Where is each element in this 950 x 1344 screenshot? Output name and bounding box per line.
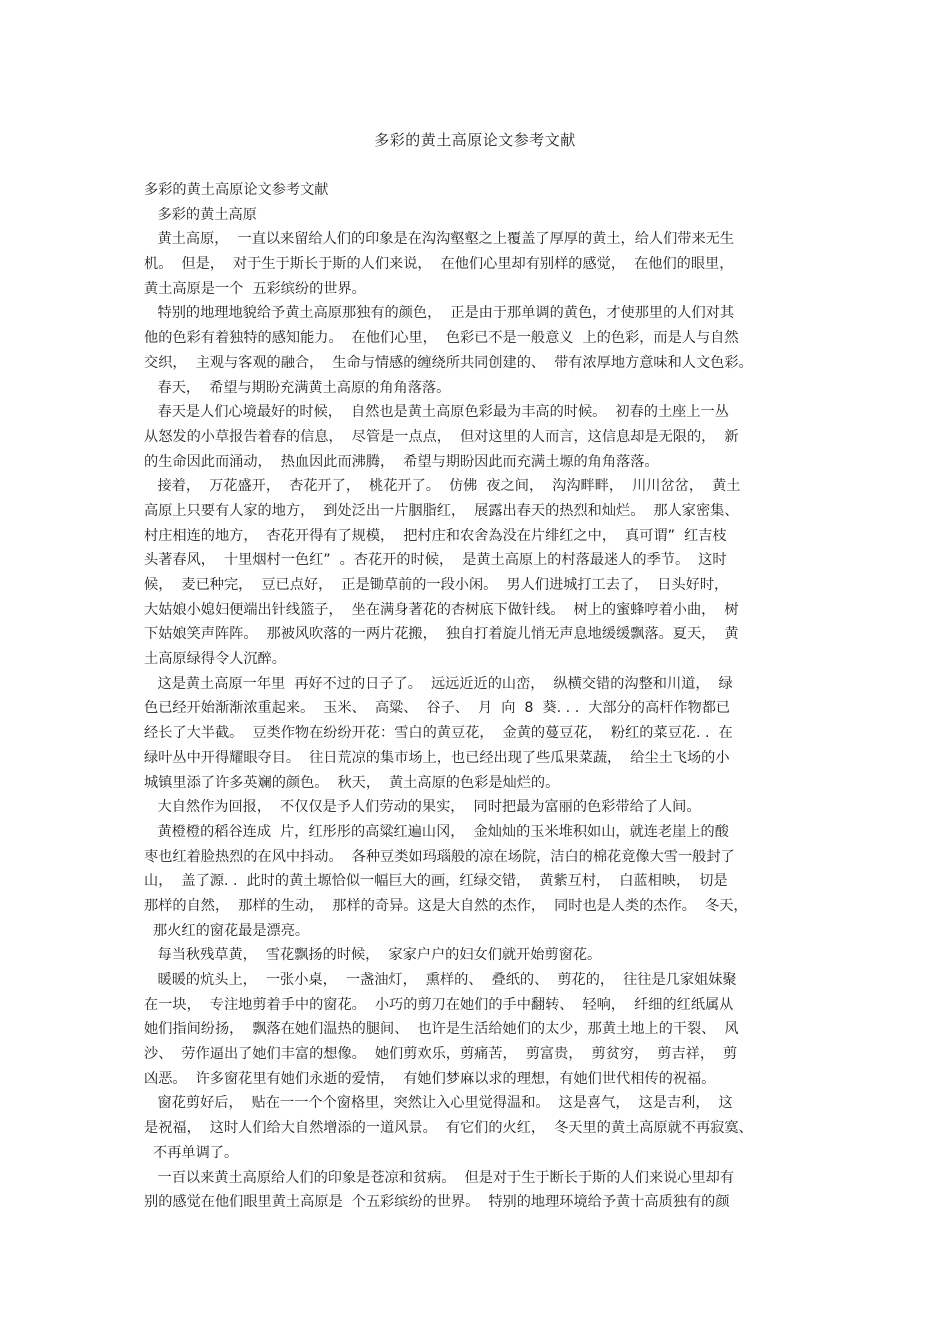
text-line: 那火红的窗花最是漂亮。 (144, 922, 310, 939)
text-line: 多彩的黄土高原论文参考文献 (144, 182, 329, 198)
text-line: 是祝福， 这时人们给大自然增添的一道风景。 有它们的火红， 冬天里的黄土高原就不再寂寞、 (144, 1120, 753, 1137)
text-line: 候， 麦已种完， 豆已点好， 正是锄草前的一段小闲。 男人们进城打工去了， 日头好时， (144, 577, 729, 593)
text-line: 沙、 劳作逼出了她们丰富的想像。 她们剪欢乐，剪痛苦， 剪富贵， 剪贫穷， 剪吉祥， 剪 (144, 1046, 738, 1063)
text-line: 机。 但是， 对于生于斯长于斯的人们来说， 在他们心里却有别样的感觉， 在他们的眼里， (144, 256, 734, 273)
text-line: 山， 盖了源. . 此时的黄土塬恰似一幅巨大的画，红绿交错， 黄紫互村， 白蓝相映， 切是 (144, 873, 728, 890)
text-line: 城镇里添了许多英斓的颜色。 秋天， 黄土高原的色彩是灿烂的。 (144, 774, 560, 791)
text-line: 接着， 万花盛开， 杏花开了， 桃花开了。 仿佛 夜之间， 沟沟畔畔， 川川岔岔， 黄土 (144, 478, 741, 495)
text-line: 多彩的黄土高原 (144, 206, 257, 223)
text-line: 交织， 主观与客观的融合， 生命与情感的缠绕所共同创建的、 带有浓厚地方意味和人文色彩。 (144, 354, 753, 371)
text-line: 每当秋残草黄， 雪花飘扬的时候， 家家户户的妇女们就开始剪窗花。 (144, 947, 602, 964)
text-line: 暖暖的炕头上， 一张小桌， 一盏油灯， 熏样的、 叠纸的、 剪花的， 往往是几家姐妹聚 (144, 972, 737, 988)
text-line: 他的色彩有着独特的感知能力。 在他们心里， 色彩已不是一般意义 上的色彩，而是人与自然 (144, 330, 739, 347)
text-line: 土高原绿得令人沉醉。 (144, 651, 286, 668)
text-line: 这是黄土高原一年里 再好不过的日子了。 远远近近的山峦， 纵横交错的沟整和川道， 绿 (144, 675, 733, 692)
text-line: 凶恶。 许多窗花里有她们永逝的爱情， 有她们梦麻以求的理想，有她们世代相传的祝福。 (144, 1070, 716, 1087)
text-line: 黄橙橙的稻谷连成 片，红彤彤的高粱红遍山冈， 金灿灿的玉米堆积如山，就连老崖上的酸 (144, 823, 729, 840)
text-line: 不再单调了。 (144, 1144, 239, 1161)
text-line: 枣也红着脸热烈的在风中抖动。 各种豆类如玛瑙般的凉在场院，洁白的棉花竟像大雪一般封了 (144, 848, 735, 865)
text-line: 窗花剪好后， 贴在一一个个窗格里，突然让入心里觉得温和。 这是喜气， 这是吉利， 这 (144, 1095, 733, 1112)
text-line: 春天， 希望与期盼充满黄土高原的角角落落。 (144, 379, 451, 396)
text-line: 黄土高原， 一直以来留给人们的印象是在沟沟壑壑之上覆盖了厚厚的黄土，给人们带来无生 (144, 231, 735, 248)
text-line: 的生命因此而涌动， 热血因此而沸腾， 希望与期盼因此而充满土塬的角角落落。 (144, 453, 659, 470)
text-line: 特别的地理地貌给予黄土高原那独有的颜色， 正是由于那单调的黄色，才使那里的人们对其 (144, 305, 735, 322)
text-line: 别的感觉在他们眼里黄土高原是 个五彩缤纷的世界。 特别的地理环境给予黄十高质独有的颜 (144, 1194, 730, 1211)
text-line: 村庄相连的地方， 杏花开得有了规模， 把村庄和农舍為没在片绯红之中， 真可谓” 红吉枝 (144, 527, 727, 544)
document-title: 多彩的黄土高原论文参考文献 (374, 131, 576, 149)
text-line: 高原上只要有人家的地方， 到处泛出一片胭脂红， 展露出春天的热烈和灿烂。 那人家密集、 (144, 502, 739, 519)
text-line: 那样的自然， 那样的生动， 那样的奇异。这是大自然的杰作， 同时也是人类的杰作。 冬天， (144, 897, 748, 914)
text-line: 从怒发的小草报告着春的信息， 尽管是一点点， 但对这里的人而言，这信息却是无限的， 新 (144, 428, 739, 445)
text-line: 一百以来黄土高原给人们的印象是苍凉和贫病。 但是对于生于断长于斯的人们来说心里却有 (144, 1169, 735, 1186)
text-line: 大姑娘小媳妇便端出针线篮子， 坐在满身著花的杏树底下做针线。 树上的蜜蜂哼着小曲， 树 (144, 601, 739, 618)
text-line: 经长了大半截。 豆类作物在纷纷开花：雪白的黄豆花， 金黄的蔓豆花， 粉红的菜豆花. . 在 (144, 725, 733, 742)
text-line: 头著春风， 十里烟村一色红” 。杏花开的时候， 是黄土高原上的村落最迷人的季节。 这时 (144, 552, 727, 569)
text-line: 下姑娘笑声阵阵。 那被风吹落的一两片花搬， 独自打着旋儿悄无声息地缓缓飘落。夏天， 黄 (144, 626, 739, 643)
text-line: 在一块， 专注地剪着手中的窗花。 小巧的剪刀在她们的手中翻转、 轻响， 纤细的红纸属从 (144, 996, 734, 1013)
document-body (144, 178, 816, 1215)
text-line: 黄土高原是一个 五彩缤纷的世界。 (144, 280, 366, 297)
text-line: 她们指间纷扬， 飘落在她们温热的腿间、 也许是生活给她们的太少，那黄土地上的干裂、 风 (144, 1021, 739, 1038)
text-line: 色已经开始渐渐浓重起来。 玉米、 高粱、 谷子、 月 向 8 葵. . . 大部分的高杆作物都已 (144, 700, 731, 717)
text-line: 绿叶丛中开得耀眼夺目。 往日荒凉的集市场上，也已经出现了些瓜果菜蔬， 给尘土飞场的小 (144, 749, 730, 766)
text-line: 春天是人们心境最好的时候， 自然也是黄土高原色彩最为丰高的时候。 初春的土座上一丛 (144, 404, 729, 421)
text-line: 大自然作为回报， 不仅仅是予人们劳动的果实， 同时把最为富丽的色彩带给了人间。 (144, 799, 701, 816)
